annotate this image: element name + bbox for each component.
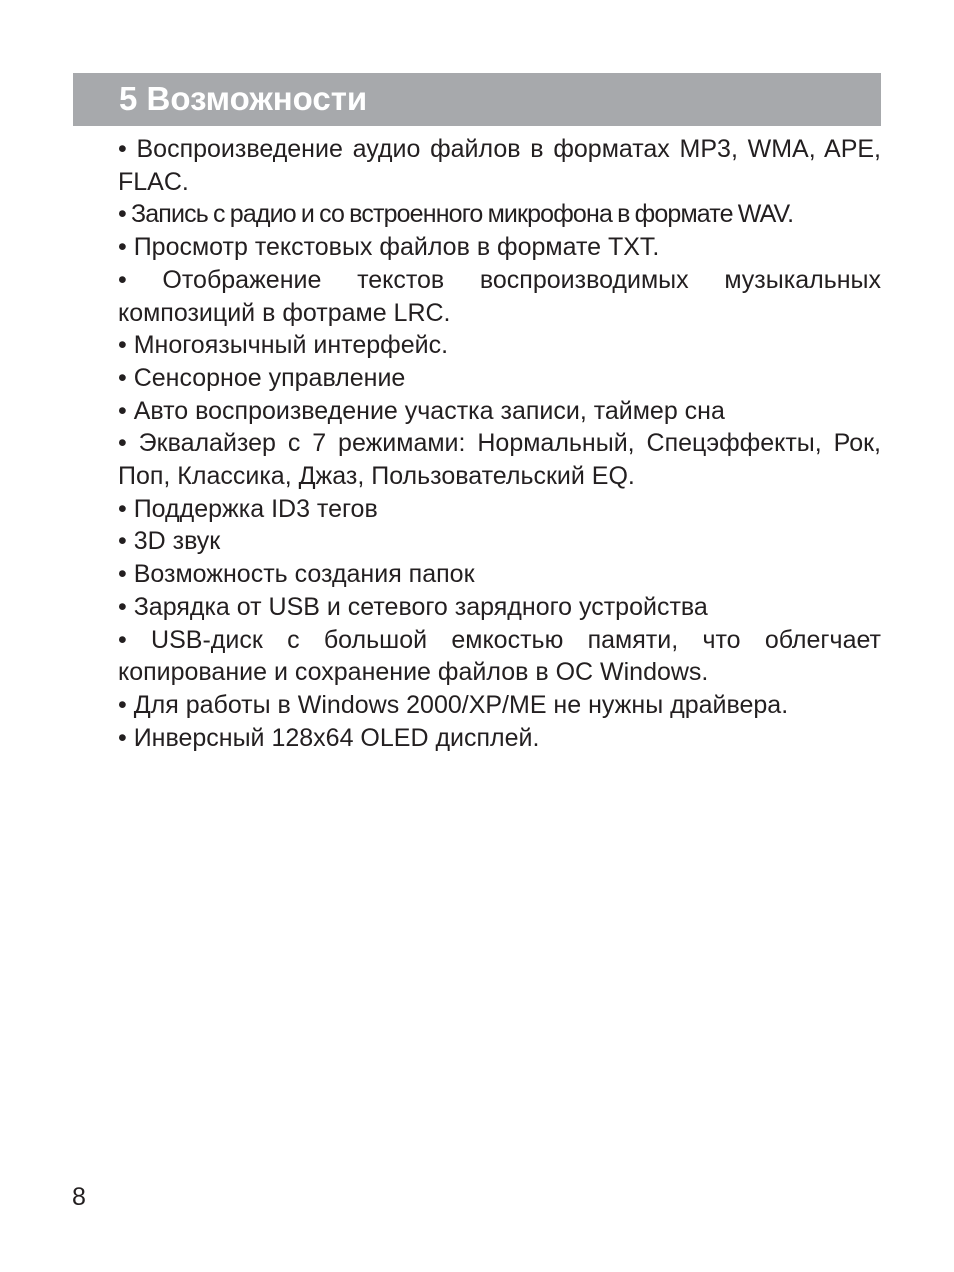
feature-item-display: • Инверсный 128x64 OLED дисплей. bbox=[118, 723, 540, 752]
feature-item-usb-disk: • USB-диск с большой емкостью памяти, что облегчает копирование и сохранение файлов в ОС Windows. bbox=[118, 625, 881, 687]
feature-item-id3: • Поддержка ID3 тегов bbox=[118, 494, 378, 523]
feature-item-lyrics: • Отображение текстов воспроизводимых музыкальных композиций в фотраме LRC. bbox=[118, 265, 881, 327]
feature-item-multilanguage: • Многоязычный интерфейс. bbox=[118, 331, 449, 360]
section-header-bar bbox=[73, 73, 881, 126]
feature-item-text-viewer: • Просмотр текстовых файлов в формате TXT. bbox=[118, 233, 660, 262]
feature-item-3d-sound: • 3D звук bbox=[118, 527, 221, 556]
section-title: 5 Возможности bbox=[119, 80, 368, 117]
feature-item-charging: • Зарядка от USB и сетевого зарядного устройства bbox=[118, 592, 708, 621]
feature-list bbox=[118, 133, 881, 754]
feature-item-touch-control: • Сенсорное управление bbox=[118, 363, 406, 392]
feature-item-recording: • Запись с радио и со встроенного микрофона в формате WAV. bbox=[118, 200, 794, 229]
page-number: 8 bbox=[72, 1183, 86, 1211]
feature-item-drivers: • Для работы в Windows 2000/XP/ME не нужны драйвера. bbox=[118, 690, 789, 719]
feature-item-folders: • Возможность создания папок bbox=[118, 560, 475, 589]
feature-item-audio-formats: • Воспроизведение аудио файлов в форматах MP3, WMA, APE, FLAC. bbox=[118, 135, 881, 196]
feature-item-equalizer: • Эквалайзер с 7 режимами: Нормальный, Спецэффекты, Рок, Поп, Классика, Джаз, Пользовательский EQ. bbox=[118, 429, 881, 491]
feature-item-auto-playback: • Авто воспроизведение участка записи, таймер сна bbox=[118, 396, 725, 425]
